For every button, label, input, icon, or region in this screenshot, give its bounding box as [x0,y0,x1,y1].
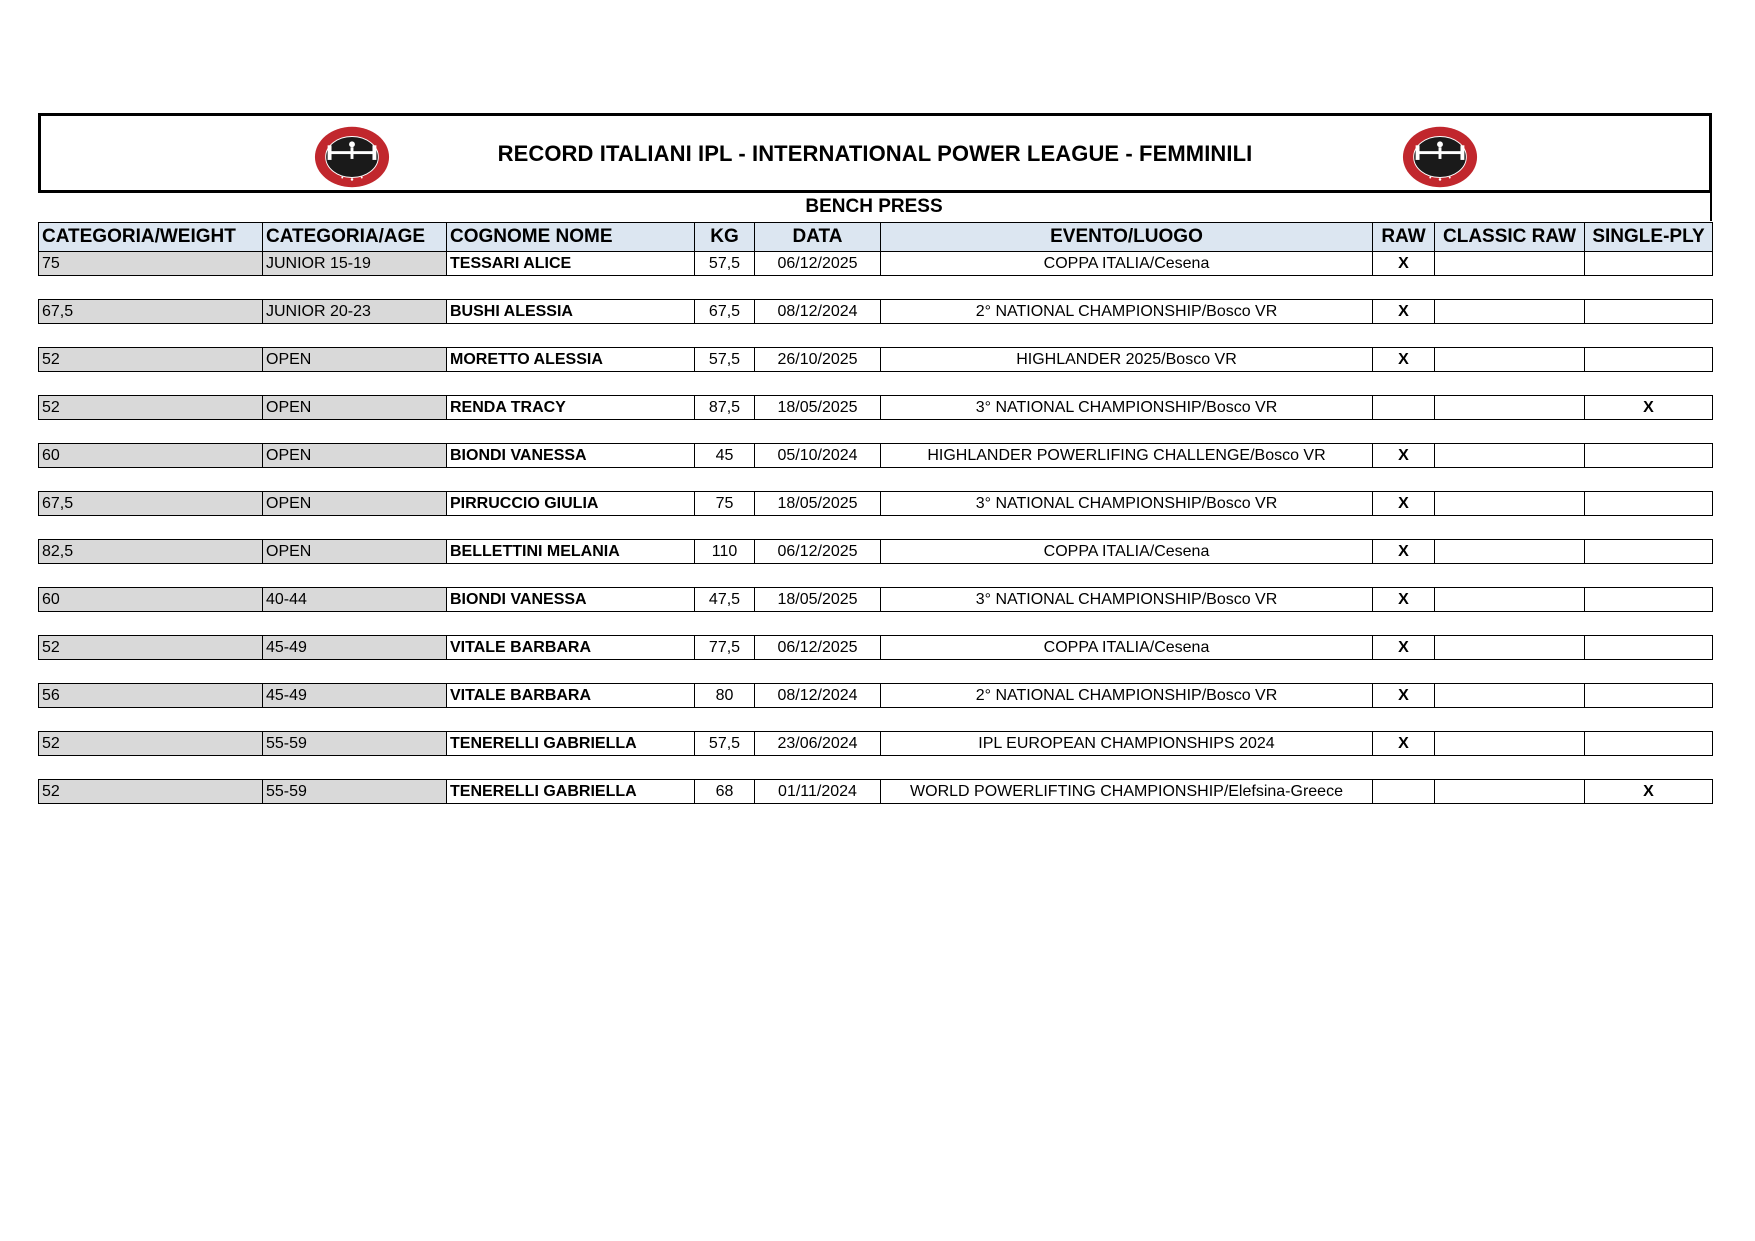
athlete-name-cell: BIONDI VANESSA [447,588,695,612]
column-header-single-ply: SINGLE-PLY [1585,223,1713,252]
table-row [39,636,1713,660]
kg-cell: 47,5 [695,588,755,612]
row-spacer [39,612,1713,636]
weight-cell: 52 [39,732,263,756]
kg-cell: 57,5 [695,252,755,276]
ipl-logo-icon [1401,124,1479,190]
raw-cell: X [1373,540,1435,564]
table-row [39,684,1713,708]
event-cell: 3° NATIONAL CHAMPIONSHIP/Bosco VR [881,492,1373,516]
athlete-name-cell: BIONDI VANESSA [447,444,695,468]
raw-cell: X [1373,348,1435,372]
weight-cell: 52 [39,636,263,660]
athlete-name-cell: VITALE BARBARA [447,636,695,660]
event-cell: COPPA ITALIA/Cesena [881,252,1373,276]
weight-cell: 52 [39,396,263,420]
athlete-name-cell: VITALE BARBARA [447,684,695,708]
weight-cell: 52 [39,780,263,804]
raw-cell [1373,396,1435,420]
classic-raw-cell [1435,252,1585,276]
age-cell: JUNIOR 15-19 [263,252,447,276]
row-spacer [39,756,1713,780]
column-header-weight: CATEGORIA/WEIGHT [39,223,263,252]
date-cell: 08/12/2024 [755,684,881,708]
raw-cell: X [1373,492,1435,516]
row-spacer [39,660,1713,684]
kg-cell: 80 [695,684,755,708]
column-header-age: CATEGORIA/AGE [263,223,447,252]
classic-raw-cell [1435,444,1585,468]
weight-cell: 67,5 [39,300,263,324]
classic-raw-cell [1435,300,1585,324]
age-cell: 55-59 [263,780,447,804]
spacer-cell [39,324,1713,348]
weight-cell: 60 [39,588,263,612]
date-cell: 06/12/2025 [755,252,881,276]
title-banner [38,113,1712,193]
raw-cell: X [1373,684,1435,708]
column-header-kg: KG [695,223,755,252]
spacer-cell [39,660,1713,684]
column-header-raw: RAW [1373,223,1435,252]
raw-cell: X [1373,444,1435,468]
records-table [38,222,1713,804]
date-cell: 08/12/2024 [755,300,881,324]
athlete-name-cell: RENDA TRACY [447,396,695,420]
age-cell: 55-59 [263,732,447,756]
single-ply-cell [1585,444,1713,468]
event-cell: 3° NATIONAL CHAMPIONSHIP/Bosco VR [881,396,1373,420]
single-ply-cell: X [1585,396,1713,420]
table-row [39,348,1713,372]
kg-cell: 45 [695,444,755,468]
single-ply-cell [1585,252,1713,276]
spacer-cell [39,276,1713,300]
classic-raw-cell [1435,588,1585,612]
single-ply-cell [1585,540,1713,564]
athlete-name-cell: MORETTO ALESSIA [447,348,695,372]
date-cell: 26/10/2025 [755,348,881,372]
table-row [39,732,1713,756]
spacer-cell [39,756,1713,780]
table-row [39,540,1713,564]
event-cell: 2° NATIONAL CHAMPIONSHIP/Bosco VR [881,300,1373,324]
kg-cell: 68 [695,780,755,804]
age-cell: 45-49 [263,684,447,708]
classic-raw-cell [1435,492,1585,516]
single-ply-cell [1585,684,1713,708]
athlete-name-cell: TESSARI ALICE [447,252,695,276]
table-row [39,252,1713,276]
classic-raw-cell [1435,636,1585,660]
raw-cell: X [1373,588,1435,612]
date-cell: 18/05/2025 [755,588,881,612]
weight-cell: 60 [39,444,263,468]
date-cell: 01/11/2024 [755,780,881,804]
event-cell: HIGHLANDER POWERLIFING CHALLENGE/Bosco VR [881,444,1373,468]
athlete-name-cell: BELLETTINI MELANIA [447,540,695,564]
section-title: BENCH PRESS [38,193,1712,221]
date-cell: 06/12/2025 [755,636,881,660]
raw-cell: X [1373,636,1435,660]
spacer-cell [39,516,1713,540]
page-title: RECORD ITALIANI IPL - INTERNATIONAL POWER LEAGUE - FEMMINILI [497,141,1253,166]
row-spacer [39,420,1713,444]
date-cell: 18/05/2025 [755,492,881,516]
age-cell: JUNIOR 20-23 [263,300,447,324]
age-cell: OPEN [263,540,447,564]
spacer-cell [39,612,1713,636]
table-row [39,780,1713,804]
classic-raw-cell [1435,684,1585,708]
single-ply-cell [1585,492,1713,516]
kg-cell: 77,5 [695,636,755,660]
age-cell: OPEN [263,492,447,516]
column-header-classic-raw: CLASSIC RAW [1435,223,1585,252]
single-ply-cell [1585,636,1713,660]
kg-cell: 57,5 [695,348,755,372]
weight-cell: 82,5 [39,540,263,564]
event-cell: COPPA ITALIA/Cesena [881,636,1373,660]
athlete-name-cell: BUSHI ALESSIA [447,300,695,324]
date-cell: 23/06/2024 [755,732,881,756]
table-row [39,300,1713,324]
records-body [39,252,1713,804]
row-spacer [39,564,1713,588]
event-cell: 3° NATIONAL CHAMPIONSHIP/Bosco VR [881,588,1373,612]
single-ply-cell [1585,588,1713,612]
column-header-date: DATA [755,223,881,252]
raw-cell: X [1373,300,1435,324]
event-cell: HIGHLANDER 2025/Bosco VR [881,348,1373,372]
classic-raw-cell [1435,540,1585,564]
event-cell: WORLD POWERLIFTING CHAMPIONSHIP/Elefsina-Greece [881,780,1373,804]
date-cell: 18/05/2025 [755,396,881,420]
athlete-name-cell: PIRRUCCIO GIULIA [447,492,695,516]
classic-raw-cell [1435,780,1585,804]
kg-cell: 57,5 [695,732,755,756]
row-spacer [39,708,1713,732]
table-row [39,444,1713,468]
raw-cell [1373,780,1435,804]
column-header-name: COGNOME NOME [447,223,695,252]
age-cell: OPEN [263,396,447,420]
classic-raw-cell [1435,396,1585,420]
event-cell: IPL EUROPEAN CHAMPIONSHIPS 2024 [881,732,1373,756]
date-cell: 05/10/2024 [755,444,881,468]
athlete-name-cell: TENERELLI GABRIELLA [447,732,695,756]
age-cell: 45-49 [263,636,447,660]
table-row [39,588,1713,612]
weight-cell: 52 [39,348,263,372]
kg-cell: 87,5 [695,396,755,420]
classic-raw-cell [1435,732,1585,756]
weight-cell: 56 [39,684,263,708]
raw-cell: X [1373,252,1435,276]
single-ply-cell: X [1585,780,1713,804]
single-ply-cell [1585,300,1713,324]
table-row [39,396,1713,420]
kg-cell: 110 [695,540,755,564]
table-row [39,492,1713,516]
row-spacer [39,276,1713,300]
event-cell: 2° NATIONAL CHAMPIONSHIP/Bosco VR [881,684,1373,708]
spacer-cell [39,708,1713,732]
column-header-event: EVENTO/LUOGO [881,223,1373,252]
age-cell: OPEN [263,348,447,372]
single-ply-cell [1585,732,1713,756]
row-spacer [39,468,1713,492]
row-spacer [39,324,1713,348]
classic-raw-cell [1435,348,1585,372]
age-cell: 40-44 [263,588,447,612]
event-cell: COPPA ITALIA/Cesena [881,540,1373,564]
weight-cell: 67,5 [39,492,263,516]
row-spacer [39,516,1713,540]
table-header-row [39,223,1713,252]
date-cell: 06/12/2025 [755,540,881,564]
kg-cell: 75 [695,492,755,516]
weight-cell: 75 [39,252,263,276]
single-ply-cell [1585,348,1713,372]
age-cell: OPEN [263,444,447,468]
spacer-cell [39,420,1713,444]
spacer-cell [39,468,1713,492]
raw-cell: X [1373,732,1435,756]
spacer-cell [39,564,1713,588]
athlete-name-cell: TENERELLI GABRIELLA [447,780,695,804]
row-spacer [39,372,1713,396]
kg-cell: 67,5 [695,300,755,324]
spacer-cell [39,372,1713,396]
